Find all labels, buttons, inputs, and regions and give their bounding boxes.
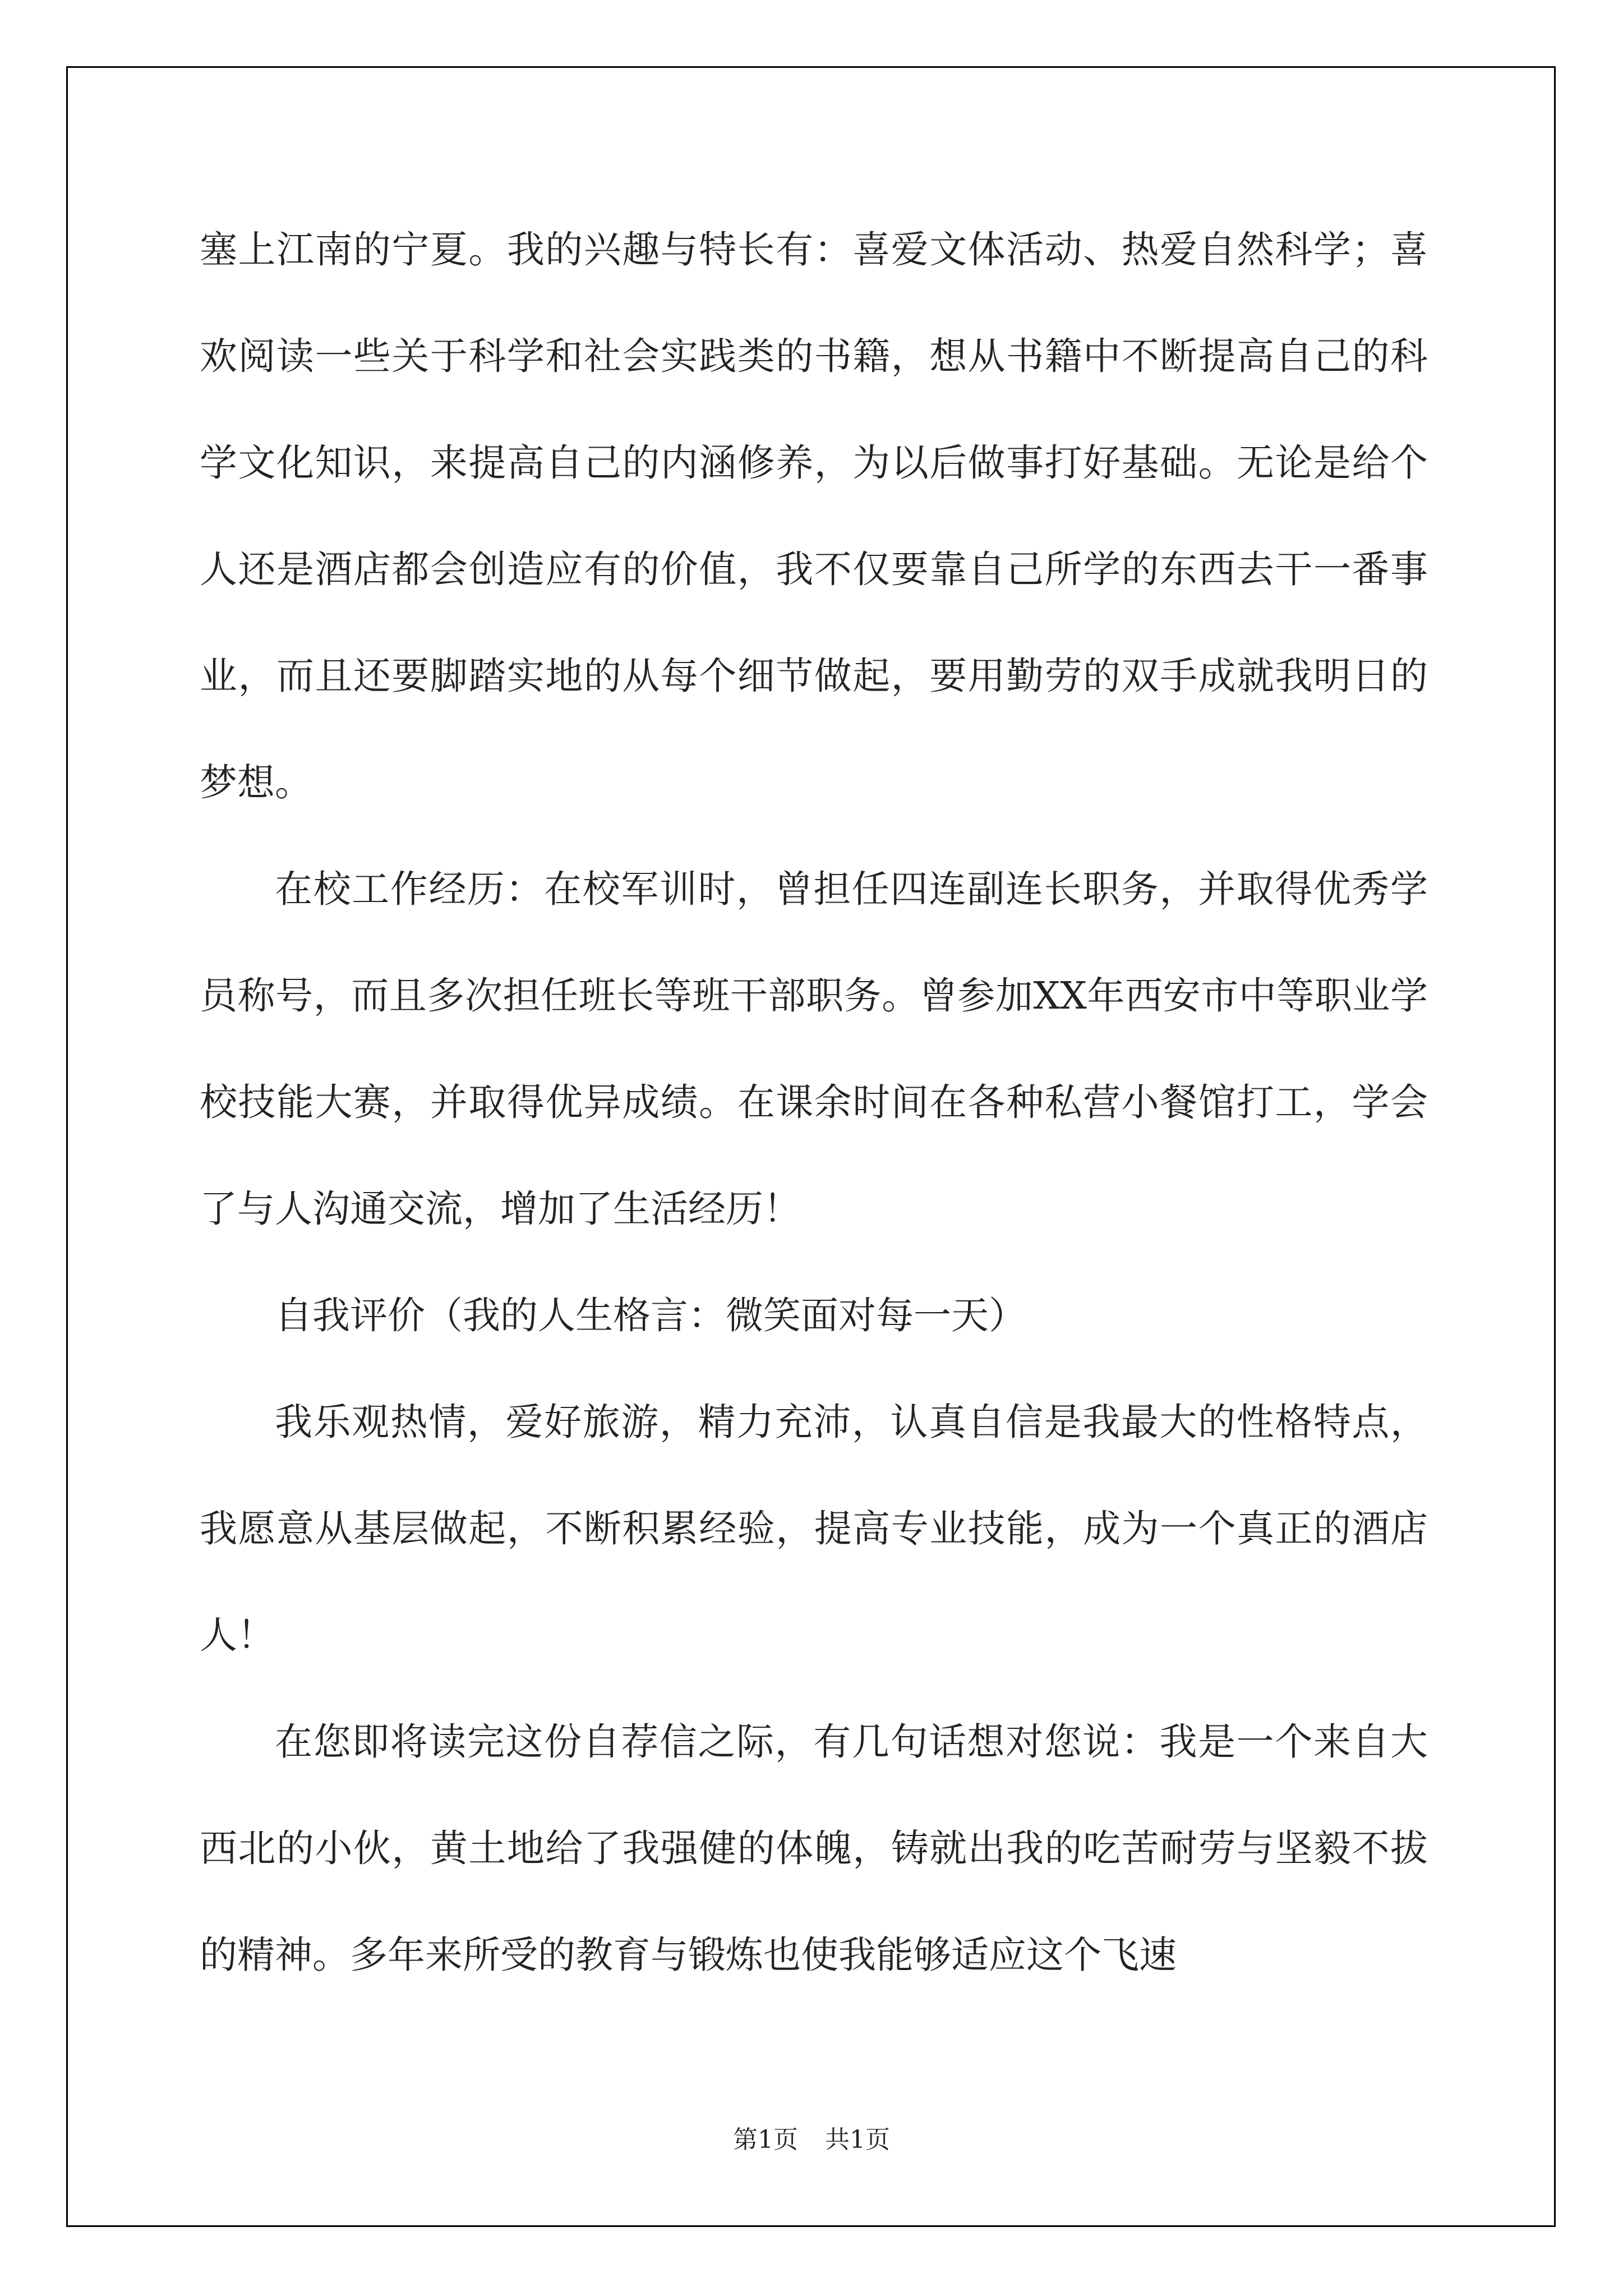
paragraph-4: 我乐观热情，爱好旅游，精力充沛，认真自信是我最大的性格特点，我愿意从基层做起，不断积累经验，提高专业技能，成为一个真正的酒店人！ (200, 1400, 1428, 1657)
page-total: 共1页 (825, 2125, 890, 2154)
paragraph-1: 塞上江南的宁夏。我的兴趣与特长有：喜爱文体活动、热爱自然科学；喜欢阅读一些关于科学和社会实践类的书籍，想从书籍中不断提高自己的科学文化知识，来提高自己的内涵修养，为以后做事打好基础。无论是给个人还是酒店都会创造应有的价值，我不仅要靠自己所学的东西去干一番事业，而且还要脚踏实地的从每个细节做起，要用勤劳的双手成就我明日的梦想。 (200, 228, 1428, 804)
page-number: 第1页 (733, 2125, 798, 2154)
paragraph-5: 在您即将读完这份自荐信之际，有几句话想对您说：我是一个来自大西北的小伙，黄土地给了我强健的体魄，铸就出我的吃苦耐劳与坚毅不拔的精神。多年来所受的教育与锻炼也使我能够适应这个飞速 (200, 1720, 1428, 1977)
paragraph-3: 自我评价（我的人生格言：微笑面对每一天） (275, 1294, 1026, 1337)
paragraph-2: 在校工作经历：在校军训时，曾担任四连副连长职务，并取得优秀学员称号，而且多次担任班长等班干部职务。曾参加XX年西安市中等职业学校技能大赛，并取得优异成绩。在课余时间在各种私营小餐馆打工，学会了与人沟通交流，增加了生活经历！ (200, 867, 1428, 1231)
document-body (200, 196, 1428, 2008)
page-footer (0, 2123, 1623, 2157)
